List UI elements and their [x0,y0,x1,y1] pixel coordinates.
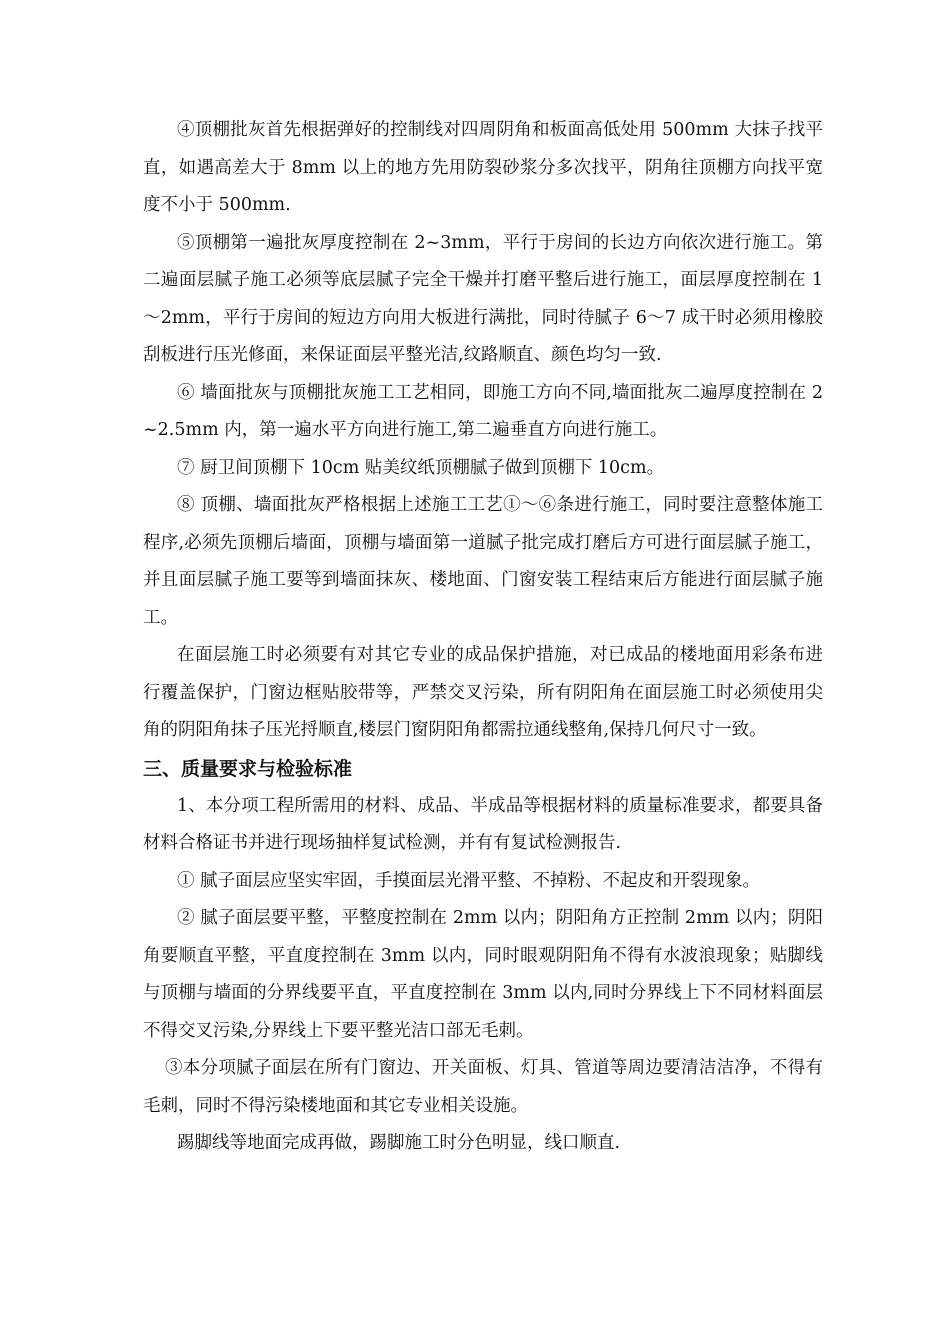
paragraph-ceiling-leveling: ④顶棚批灰首先根据弹好的控制线对四周阴角和板面高低处用 500mm 大抹子找平直，如遇高差大于 8mm 以上的地方先用防裂砂浆分多次找平，阴角往顶棚方向找平宽度不小于 500mm. [143,120,823,215]
document-page [143,112,823,1163]
paragraph-kitchen-bath: ⑦ 厨卫间顶棚下 10cm 贴美纹纸顶棚腻子做到顶棚下 10cm。 [177,457,665,478]
paragraph-quality-item-3: ③本分项腻子面层在所有门窗边、开关面板、灯具、管道等周边要清洁洁净，不得有毛刺，同时不得污染楼地面和其它专业相关设施。 [143,1058,823,1116]
paragraph-wall-putty: ⑥ 墙面批灰与顶棚批灰施工工艺相同，即施工方向不同,墙面批灰二遍厚度控制在 2~2.5mm 内，第一遍水平方向进行施工,第二遍垂直方向进行施工。 [143,382,823,440]
paragraph-materials-certificate: 1、本分项工程所需用的材料、成品、半成品等根据材料的质量标准要求，都要具备材料合格证书并进行现场抽样复试检测，并有有复试检测报告. [143,795,823,853]
paragraph-construction-sequence: ⑧ 顶棚、墙面批灰严格根据上述施工工艺①～⑥条进行施工，同时要注意整体施工程序,必须先顶棚后墙面，顶棚与墙面第一道腻子批完成打磨后方可进行面层腻子施工，并且面层腻子施工要等到墙面抹灰、楼地面、门窗安装工程结束后方能进行面层腻子施工。 [143,495,823,628]
paragraph-quality-item-1: ① 腻子面层应坚实牢固，手摸面层光滑平整、不掉粉、不起皮和开裂现象。 [177,870,761,891]
paragraph-skirting: 踢脚线等地面完成再做，踢脚施工时分色明显，线口顺直. [177,1133,621,1153]
paragraph-quality-item-2: ② 腻子面层要平整，平整度控制在 2mm 以内；阴阳角方正控制 2mm 以内；阴阳角要顺直平整，平直度控制在 3mm 以内，同时眼观阴阳角不得有水波浪现象；贴脚线与顶棚与墙面的分界线要平直，平直度控制在 3mm 以内,同时分界线上下不同材料面层不得交叉污染,分界线上下要平整光洁口部无毛刺。 [143,908,823,1041]
paragraph-finished-protection: 在面层施工时必须要有对其它专业的成品保护措施，对已成品的楼地面用彩条布进行覆盖保护，门窗边框贴胶带等，严禁交叉污染，所有阴阳角在面层施工时必须使用尖角的阴阳角抹子压光捋顺直,楼层门窗阴阳角都需拉通线整角,保持几何尺寸一致。 [143,645,823,740]
section-heading-quality: 三、质量要求与检验标准 [143,757,353,780]
paragraph-ceiling-first-coat: ⑤顶棚第一遍批灰厚度控制在 2~3mm，平行于房间的长边方向依次进行施工。第二遍面层腻子施工必须等底层腻子完全干燥并打磨平整后进行施工，面层厚度控制在 1～2mm，平行于房间的短边方向用大板进行满批，同时待腻子 6～7 成干时必须用橡胶刮板进行压光修面，来保证面层平整光洁,纹路顺直、颜色均匀一致. [143,232,823,365]
